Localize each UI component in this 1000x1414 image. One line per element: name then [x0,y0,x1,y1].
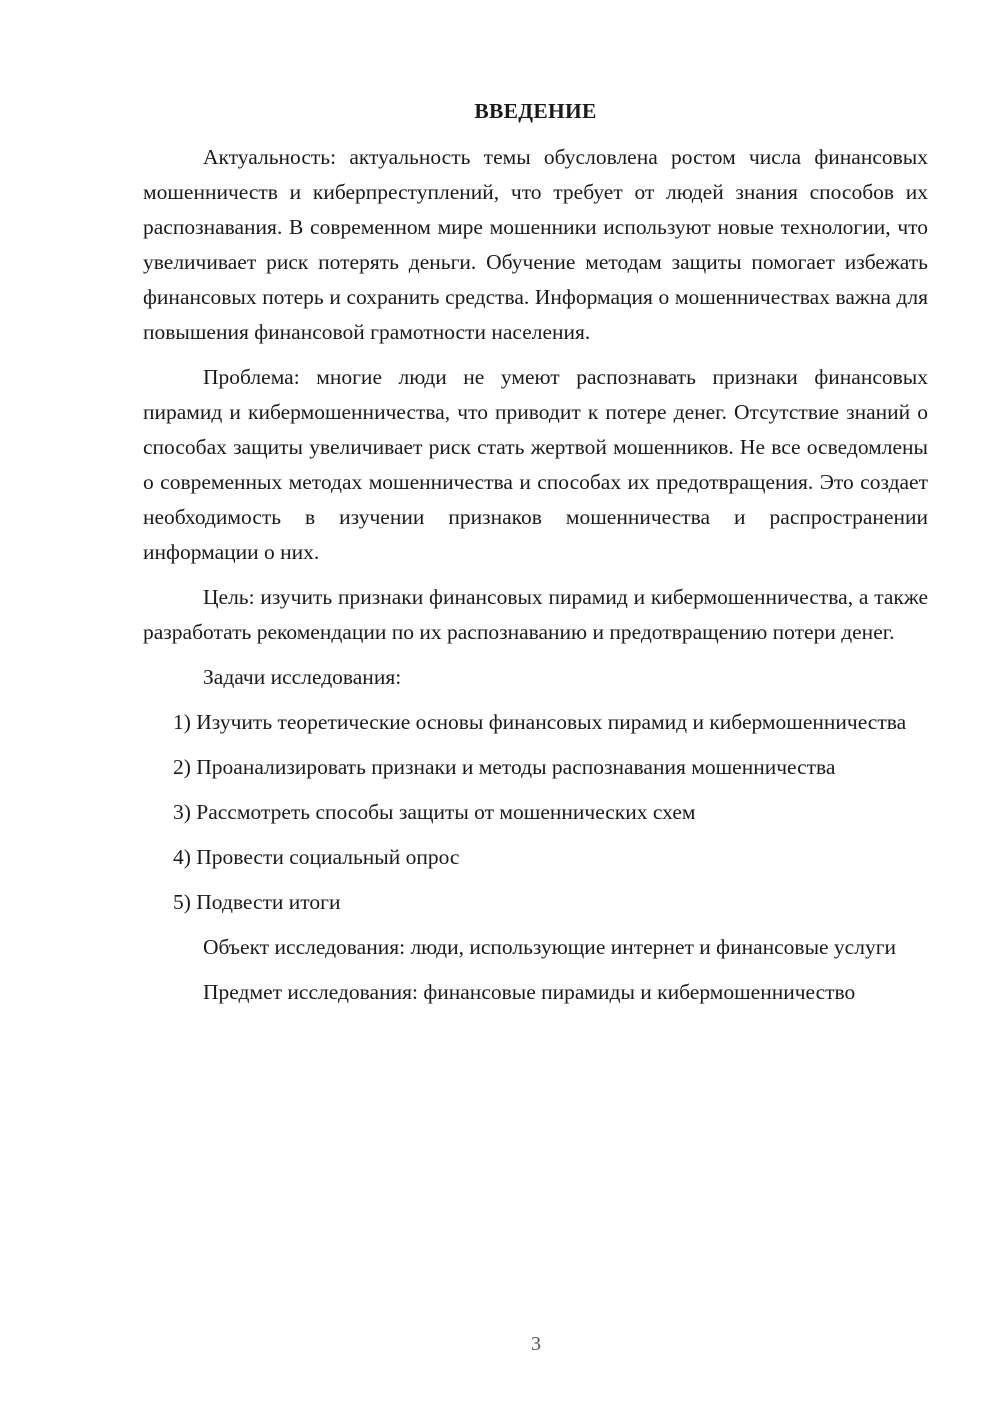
list-item: 3) Рассмотреть способы защиты от мошеннических схем [173,800,696,824]
relevance-paragraph: Актуальность: актуальность темы обусловлена ростом числа финансовых мошенничеств и киберпреступлений, что требует от людей знания способов их распознавания. В современном мире мошенники используют новые технологии, что увеличивает риск потерять деньги. Обучение методам защиты помогает избежать финансовых потерь и сохранить средства. Информация о мошенничествах важна для повышения финансовой грамотности населения. [143,145,928,344]
list-item: 2) Проанализировать признаки и методы распознавания мошенничества [173,755,836,779]
object-paragraph: Объект исследования: люди, использующие интернет и финансовые услуги [203,935,897,959]
document-page [143,96,928,1020]
subject-paragraph: Предмет исследования: финансовые пирамиды и кибермошенничество [203,980,856,1004]
list-item: 4) Провести социальный опрос [173,845,460,869]
page-title: ВВЕДЕНИЕ [474,99,597,123]
tasks-heading: Задачи исследования: [203,665,402,689]
goal-paragraph: Цель: изучить признаки финансовых пирамид и кибермошенничества, а также разработать рекомендации по их распознаванию и предотвращению потери денег. [143,585,928,644]
list-item: 5) Подвести итоги [173,890,341,914]
list-item: 1) Изучить теоретические основы финансовых пирамид и кибермошенничества [173,710,907,734]
page-number: 3 [531,1333,541,1355]
tasks-list [143,705,928,920]
problem-paragraph: Проблема: многие люди не умеют распознавать признаки финансовых пирамид и кибермошенничества, что приводит к потере денег. Отсутствие знаний о способах защиты увеличивает риск стать жертвой мошенников. Не все осведомлены о современных методах мошенничества и способах их предотвращения. Это создает необходимость в изучении признаков мошенничества и распространении информации о них. [143,365,928,564]
